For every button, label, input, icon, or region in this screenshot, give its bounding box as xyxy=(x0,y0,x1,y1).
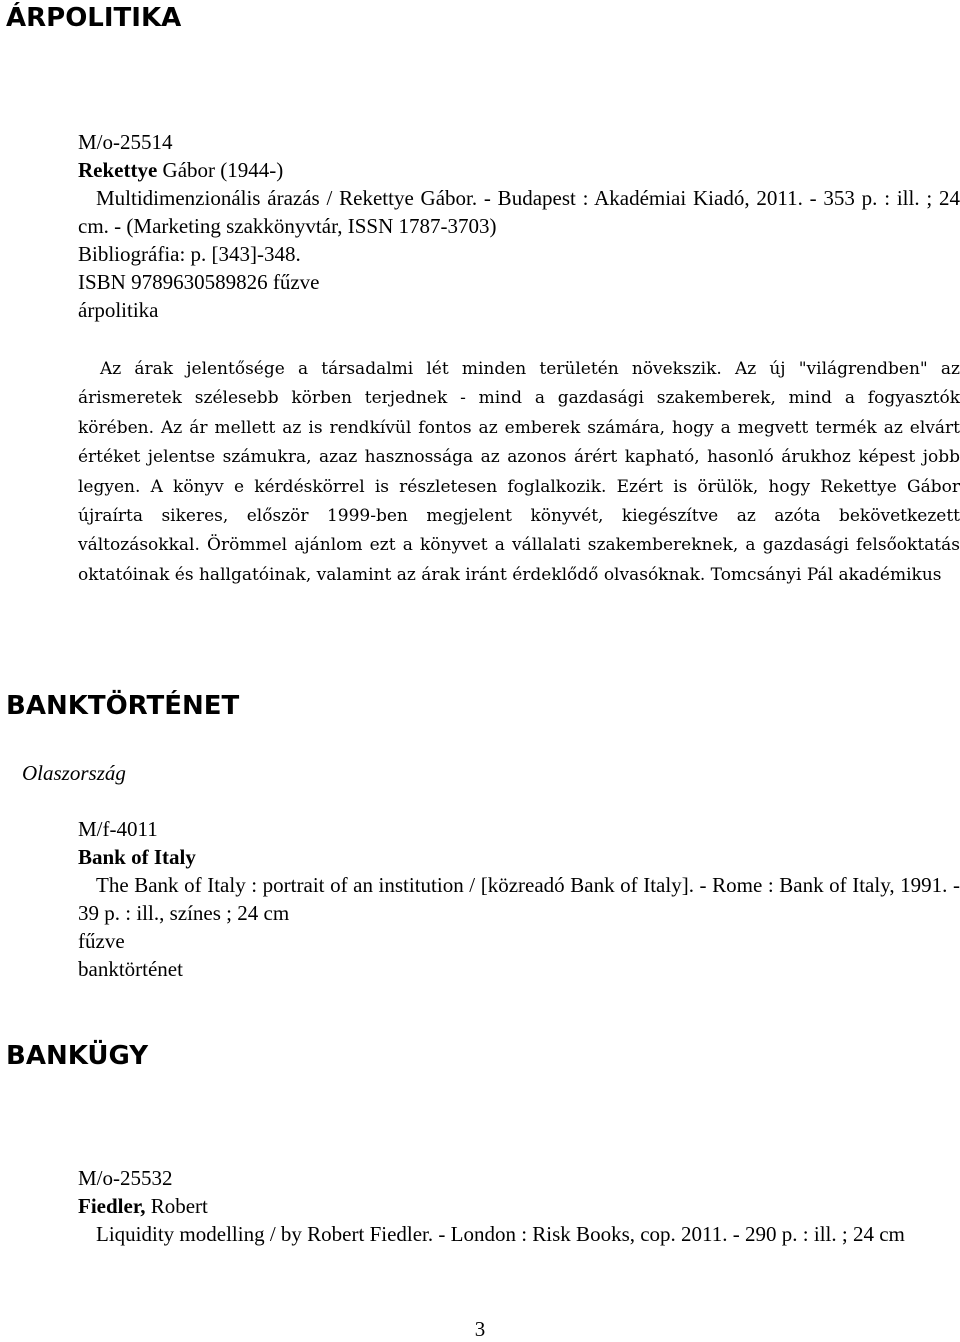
author-given-name: Robert xyxy=(145,1194,208,1218)
subheading-olaszorszag: Olaszország xyxy=(22,761,126,785)
section-title-banktortenet: BANKTÖRTÉNET xyxy=(6,691,240,721)
binding: fűzve xyxy=(78,929,125,953)
bibliographic-description: Liquidity modelling / by Robert Fiedler. - London : Risk Books, cop. 2011. - 290 p. : ill. ; 24 cm xyxy=(96,1222,905,1246)
call-number: M/o-25514 xyxy=(78,130,173,154)
catalog-entry-fiedler xyxy=(78,1164,960,1248)
author xyxy=(78,1192,960,1220)
section-title-bankugy: BANKÜGY xyxy=(6,1041,149,1071)
abstract: Az árak jelentősége a társadalmi lét minden területén növekszik. Az új "világrendben" az árismeretek szélesebb körben terjednek - mind a gazdasági szakemberek, mind a fogyasztók körében. Az ár mellett az is rendkívül fontos az emberek számára, hogy a megvett termék az elvárt értéket jelentse számukra, azaz hasznossága az azonos árért kapható, hasonló árukhoz képest jobb legyen. A könyv e kérdéskörrel is részletesen foglalkozik. Ezért is örülök, hogy Rekettye Gábor újraírta sikeres, először 1999-ben megjelent könyvét, kiegészítve az azóta bekövetkezett változásokkal. Örömmel ajánlom ezt a könyvet a vállalati szakembereknek, a gazdasági felsőoktatás oktatóinak és hallgatóinak, valamint az árak iránt érdeklődő olvasóknak. Tomcsányi Pál akadémikus xyxy=(78,359,960,585)
catalog-entry-rekettye xyxy=(78,128,960,324)
call-number: M/o-25532 xyxy=(78,1166,173,1190)
catalog-entry-bank-of-italy xyxy=(78,815,960,983)
author xyxy=(78,843,960,871)
bibliographic-description: The Bank of Italy : portrait of an institution / [közreadó Bank of Italy]. - Rome : Bank of Italy, 1991. - 39 p. : ill., színes ; 24 cm xyxy=(78,873,960,925)
section-title-arpolitika: ÁRPOLITIKA xyxy=(6,3,182,33)
author-given-name: Gábor (1944-) xyxy=(157,158,284,182)
bibliographic-description: Multidimenzionális árazás / Rekettye Gábor. - Budapest : Akadémiai Kiadó, 2011. - 353 p. : ill. ; 24 cm. - (Marketing szakkönyvtár, ISSN 1787-3703) xyxy=(78,186,960,238)
author-surname: Rekettye xyxy=(78,158,158,182)
author xyxy=(78,156,960,184)
call-number: M/f-4011 xyxy=(78,817,158,841)
author-surname: Fiedler, xyxy=(78,1194,146,1218)
bibliography-note: Bibliográfia: p. [343]-348. xyxy=(78,242,301,266)
subject-heading: árpolitika xyxy=(78,298,159,322)
page-number: 3 xyxy=(474,1317,486,1341)
isbn: ISBN 9789630589826 fűzve xyxy=(78,270,320,294)
author-corporate: Bank of Italy xyxy=(78,845,196,869)
subject-heading: banktörténet xyxy=(78,957,183,981)
